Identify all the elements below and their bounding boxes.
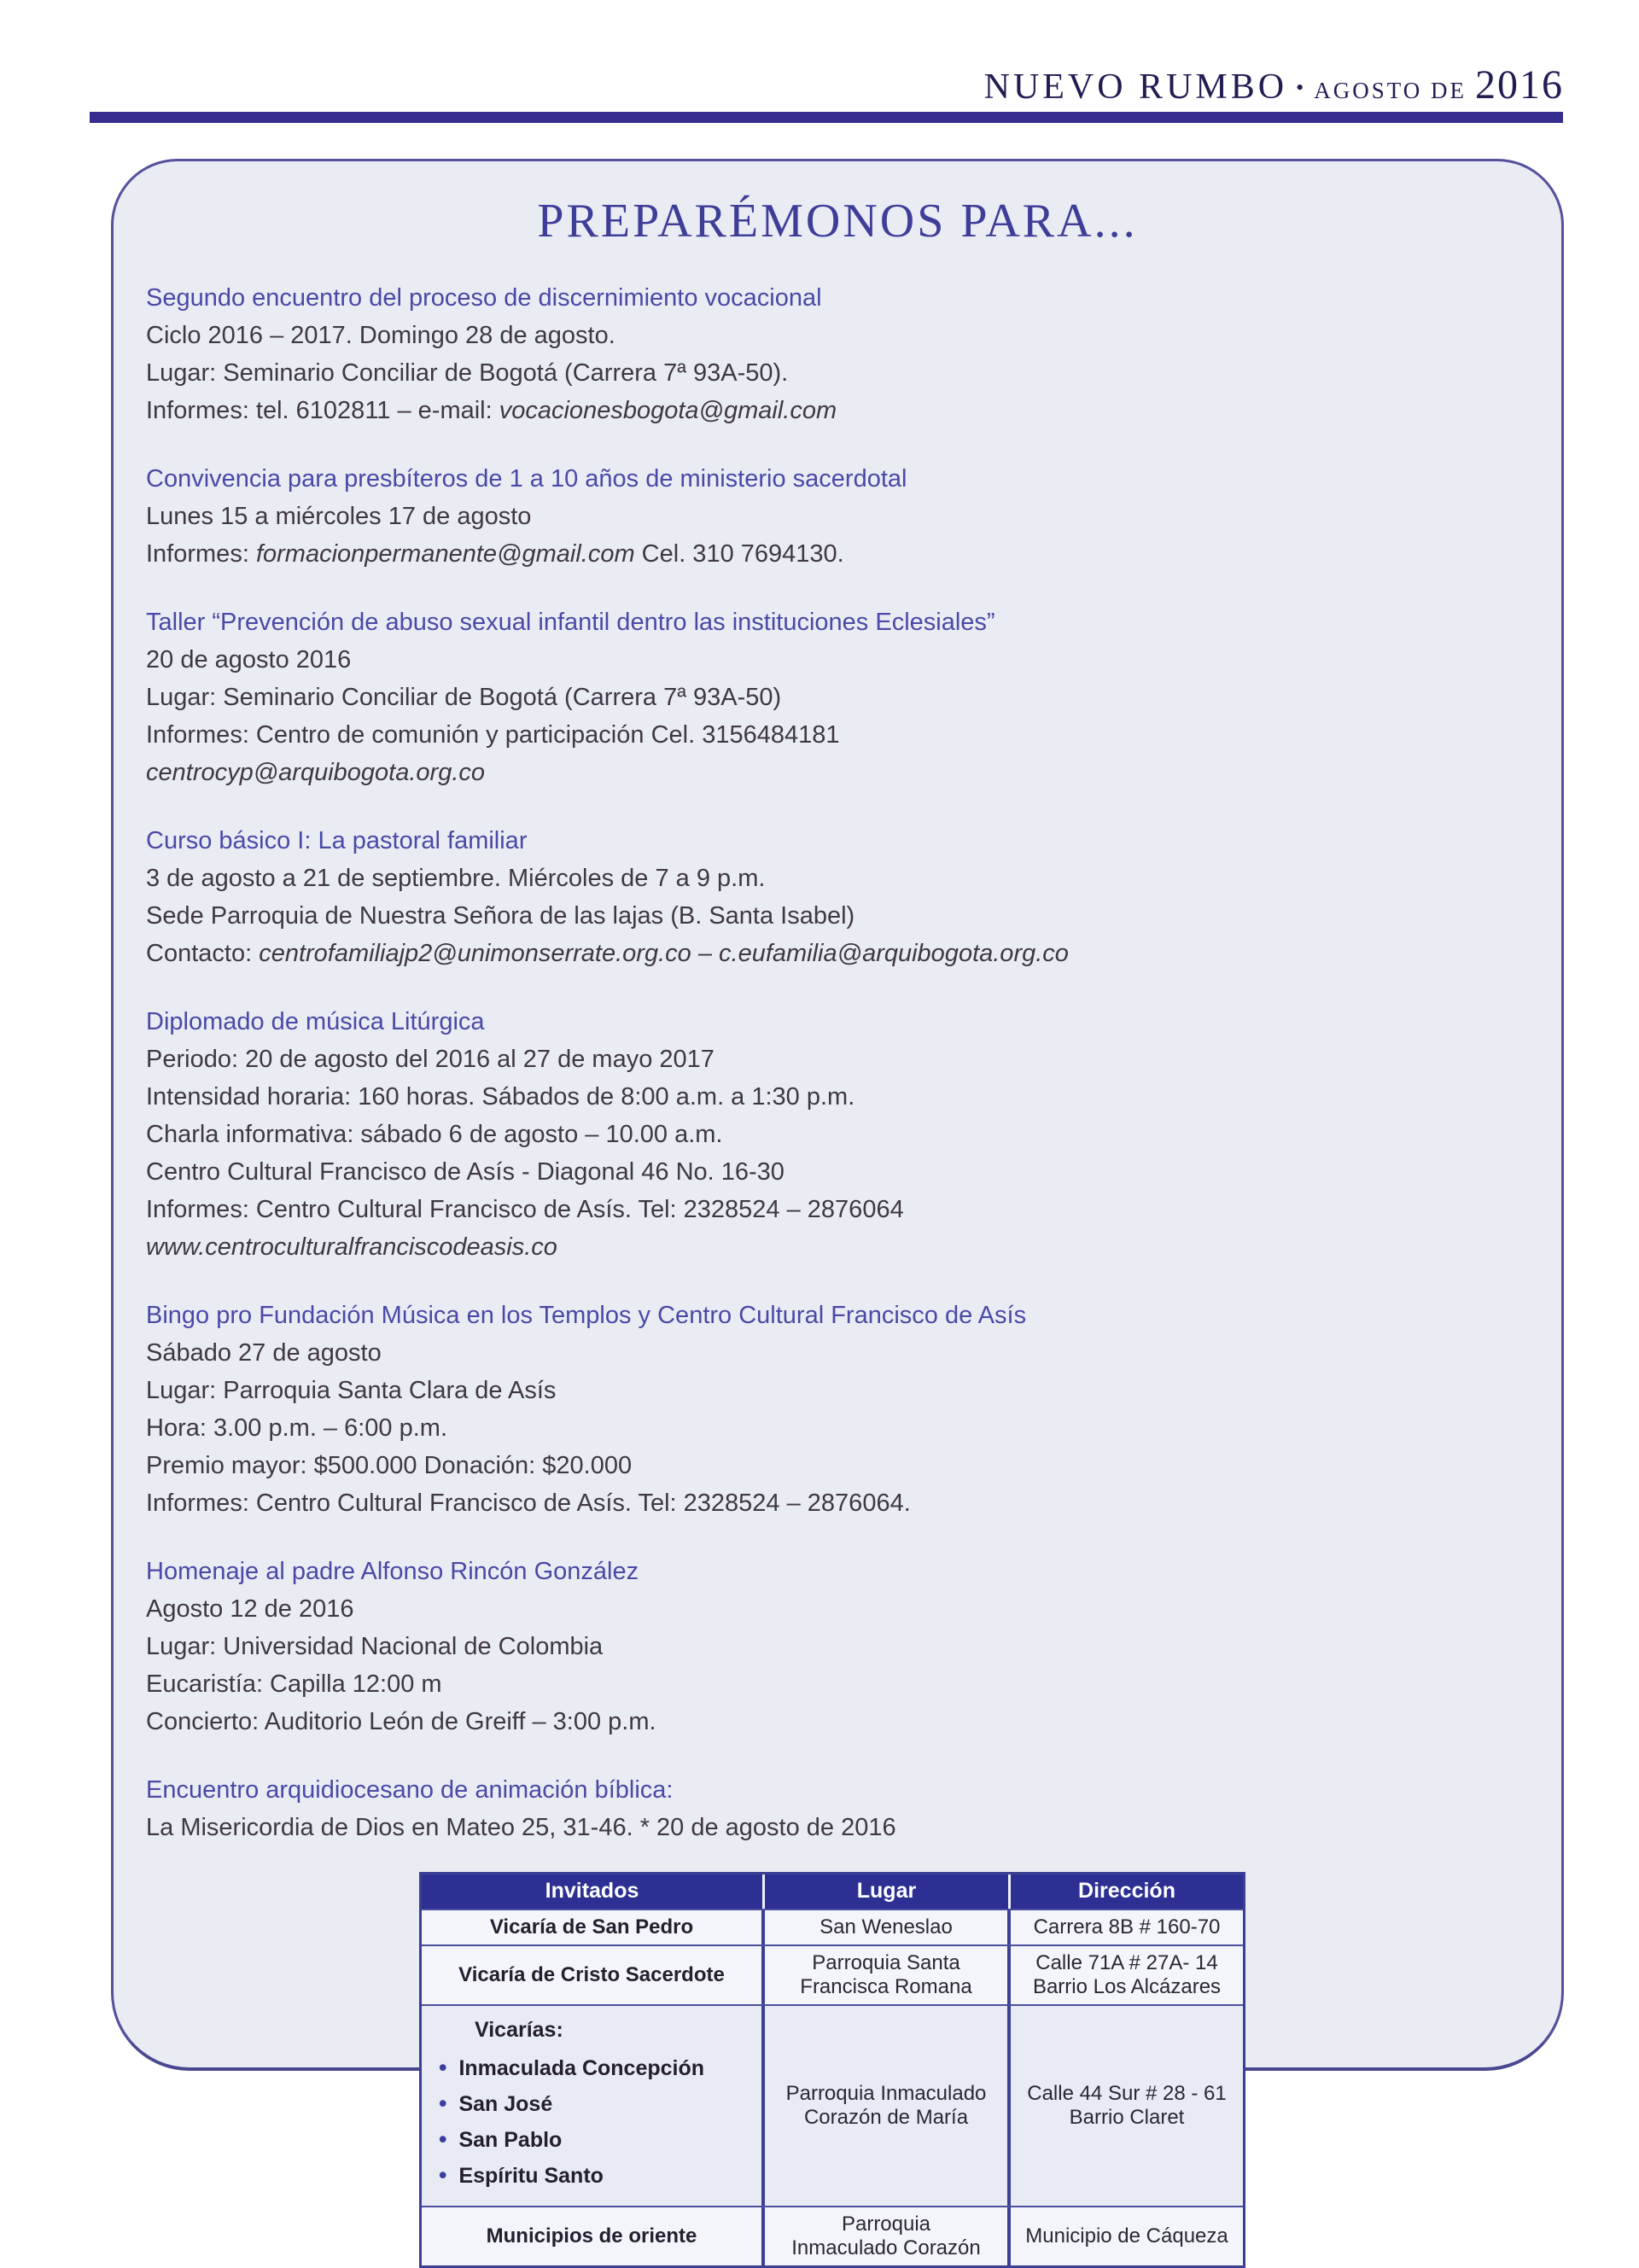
table-row <box>422 1944 1243 2004</box>
events-table <box>419 1872 1245 2268</box>
bullet-separator-icon: • <box>1296 75 1306 100</box>
section-line <box>146 354 1561 392</box>
cell-lugar <box>765 2207 1011 2265</box>
table-header-cell: Invitados <box>422 1874 765 1909</box>
cell-invitados <box>422 2207 765 2265</box>
event-section <box>146 1297 1561 1522</box>
body-text: Informes: Centro Cultural Francisco de Asís. Tel: 2328524 – 2876064. <box>146 1490 911 1517</box>
bullet-icon: • <box>439 2090 447 2116</box>
section-line <box>146 1447 1561 1484</box>
section-line <box>146 1590 1561 1628</box>
section-line <box>146 1372 1561 1409</box>
cell-line: Vicaría de San Pedro <box>489 1915 694 1939</box>
bullet-list-item <box>439 2086 552 2122</box>
body-text: – <box>691 940 720 967</box>
body-text: Ciclo 2016 – 2017. Domingo 28 de agosto. <box>146 322 615 349</box>
section-line <box>146 535 1561 573</box>
section-line <box>146 1484 1561 1522</box>
sections <box>146 279 1561 1846</box>
bullet-text: Espíritu Santo <box>458 2164 604 2188</box>
cell-lugar <box>765 2006 1011 2206</box>
table-body <box>422 1909 1243 2265</box>
section-heading: Encuentro arquidiocesano de animación bíblica: <box>146 1776 674 1804</box>
bullet-list-item <box>439 2122 562 2158</box>
cell-invitados <box>422 2006 765 2206</box>
cell-line: San Weneslao <box>820 1915 953 1939</box>
section-line <box>146 1116 1561 1153</box>
section-line <box>146 392 1561 429</box>
event-section <box>146 603 1561 791</box>
event-section <box>146 279 1561 429</box>
section-line <box>146 498 1561 535</box>
body-text: Informes: Centro de comunión y participación Cel. 3156484181 <box>146 721 840 749</box>
vicarias-label: Vicarías: <box>475 2018 563 2042</box>
section-line <box>146 754 1561 791</box>
body-text: Concierto: Auditorio León de Greiff – 3:00 p.m. <box>146 1708 656 1735</box>
cell-direccion <box>1011 1910 1243 1944</box>
section-line <box>146 716 1561 754</box>
section-heading: Convivencia para presbíteros de 1 a 10 años de ministerio sacerdotal <box>146 465 907 493</box>
body-text: Cel. 310 7694130. <box>634 540 844 568</box>
body-text: Informes: <box>146 540 256 568</box>
section-line <box>146 679 1561 716</box>
event-section <box>146 1003 1561 1266</box>
body-text: Contacto: <box>146 940 260 967</box>
masthead-subtitle: AGOSTO DE <box>1314 78 1467 103</box>
cell-lugar <box>765 1946 1011 2004</box>
section-line <box>146 1041 1561 1078</box>
cell-line: Barrio Claret <box>1069 2106 1185 2129</box>
section-heading: Taller “Prevención de abuso sexual infantil dentro las instituciones Eclesiales” <box>146 609 995 636</box>
section-line <box>146 1334 1561 1372</box>
bullet-icon: • <box>439 2162 447 2188</box>
body-text: Eucaristía: Capilla 12:00 m <box>146 1670 442 1698</box>
event-section <box>146 1553 1561 1740</box>
section-line <box>146 1409 1561 1447</box>
section-heading: Diplomado de música Litúrgica <box>146 1008 485 1035</box>
section-line <box>146 1191 1561 1228</box>
email-or-url-text: c.eufamilia@arquibogota.org.co <box>719 940 1069 967</box>
body-text: Lugar: Universidad Nacional de Colombia <box>146 1633 604 1660</box>
section-line <box>146 860 1561 897</box>
table-header-cell: Dirección <box>1078 1879 1175 1903</box>
table-row <box>422 2206 1243 2265</box>
section-line <box>146 1153 1561 1191</box>
section-line <box>146 1078 1561 1116</box>
cell-lugar <box>765 1910 1011 1944</box>
body-text: Premio mayor: $500.000 Donación: $20.000 <box>146 1452 633 1479</box>
cell-line: Vicaría de Cristo Sacerdote <box>458 1963 725 1986</box>
email-or-url-text: formacionpermanente@gmail.com <box>255 540 635 568</box>
event-section <box>146 1771 1561 1846</box>
masthead <box>984 61 1564 108</box>
body-text: Lugar: Seminario Conciliar de Bogotá (Carrera 7ª 93A-50). <box>146 359 789 387</box>
bullet-text: San Pablo <box>458 2128 563 2152</box>
body-text: Sábado 27 de agosto <box>146 1339 382 1367</box>
email-or-url-text: www.centroculturalfranciscodeasis.co <box>146 1233 557 1261</box>
section-line <box>146 1228 1561 1266</box>
cell-invitados <box>422 1910 765 1944</box>
body-text: Informes: tel. 6102811 – e-mail: <box>146 397 499 424</box>
section-line <box>146 1809 1561 1846</box>
cell-line: Barrio Los Alcázares <box>1032 1975 1222 1998</box>
cell-invitados <box>422 1946 765 2004</box>
body-text: Sede Parroquia de Nuestra Señora de las lajas (B. Santa Isabel) <box>146 902 855 930</box>
section-line <box>146 317 1561 354</box>
body-text: Charla informativa: sábado 6 de agosto – 10.00 a.m. <box>146 1121 723 1148</box>
body-text: Lugar: Parroquia Santa Clara de Asís <box>146 1377 557 1404</box>
section-line <box>146 641 1561 679</box>
body-text: Intensidad horaria: 160 horas. Sábados de 8:00 a.m. a 1:30 p.m. <box>146 1083 855 1111</box>
body-text: 3 de agosto a 21 de septiembre. Miércoles de 7 a 9 p.m. <box>146 865 766 892</box>
bullet-text: Inmaculada Concepción <box>458 2056 705 2080</box>
section-heading: Bingo pro Fundación Música en los Templos y Centro Cultural Francisco de Asís <box>146 1302 1027 1329</box>
email-or-url-text: centrocyp@arquibogota.org.co <box>146 759 486 786</box>
masthead-title: NUEVO RUMBO <box>983 67 1288 107</box>
cell-line: Municipio de Cáqueza <box>1025 2224 1228 2248</box>
table-header-cell: Lugar <box>765 1874 1011 1909</box>
event-section <box>146 822 1561 972</box>
cell-direccion <box>1011 2006 1243 2206</box>
cell-line: Carrera 8B # 160-70 <box>1033 1915 1221 1939</box>
bullet-icon: • <box>439 2055 447 2080</box>
cell-line: Parroquia Inmaculado <box>785 2082 987 2105</box>
header-rule <box>90 112 1563 123</box>
cell-line: Parroquia <box>841 2213 931 2236</box>
bullet-list-item <box>439 2158 604 2194</box>
cell-line: Francisca Romana <box>800 1975 972 1998</box>
email-or-url-text: vocacionesbogota@gmail.com <box>499 397 837 424</box>
cell-direccion <box>1011 2207 1243 2265</box>
section-heading: Curso básico I: La pastoral familiar <box>146 827 528 854</box>
table-header-row <box>422 1874 1243 1909</box>
body-text: Lunes 15 a miércoles 17 de agosto <box>146 503 532 530</box>
body-text: Hora: 3.00 p.m. – 6:00 p.m. <box>146 1414 448 1442</box>
body-text: Informes: Centro Cultural Francisco de Asís. Tel: 2328524 – 2876064 <box>146 1196 904 1223</box>
cell-direccion <box>1011 1946 1243 2004</box>
masthead-year: 2016 <box>1475 62 1564 108</box>
table-row <box>422 2004 1243 2206</box>
body-text: Centro Cultural Francisco de Asís - Diagonal 46 No. 16-30 <box>146 1158 785 1186</box>
body-text: Lugar: Seminario Conciliar de Bogotá (Carrera 7ª 93A-50) <box>146 684 782 711</box>
page-title: PREPARÉMONOS PARA... <box>537 195 1138 248</box>
preparemonos-box <box>111 159 1564 2259</box>
section-line <box>146 1665 1561 1703</box>
section-line <box>146 1703 1561 1740</box>
body-text: 20 de agosto 2016 <box>146 646 352 673</box>
event-section <box>146 460 1561 573</box>
cell-line: Municipios de oriente <box>486 2224 697 2248</box>
cell-line: Corazón de María <box>803 2106 969 2129</box>
bullet-icon: • <box>439 2126 447 2152</box>
cell-line: Inmaculado Corazón <box>791 2236 981 2259</box>
section-line <box>146 897 1561 935</box>
bullet-text: San José <box>458 2092 553 2116</box>
section-heading: Segundo encuentro del proceso de discernimiento vocacional <box>146 284 822 312</box>
cell-line: Parroquia Santa <box>812 1951 960 1974</box>
section-line <box>146 935 1561 972</box>
body-text: Periodo: 20 de agosto del 2016 al 27 de mayo 2017 <box>146 1046 715 1073</box>
section-heading: Homenaje al padre Alfonso Rincón González <box>146 1558 639 1585</box>
body-text: Agosto 12 de 2016 <box>146 1595 354 1623</box>
section-line <box>146 1628 1561 1665</box>
body-text: La Misericordia de Dios en Mateo 25, 31-46. * 20 de agosto de 2016 <box>146 1814 896 1841</box>
cell-line: Calle 44 Sur # 28 - 61 <box>1027 2082 1227 2105</box>
email-or-url-text: centrofamiliajp2@unimonserrate.org.co <box>259 940 691 967</box>
bullet-list-item <box>439 2050 704 2086</box>
cell-line: Calle 71A # 27A- 14 <box>1035 1951 1218 1974</box>
table-row <box>422 1909 1243 1944</box>
